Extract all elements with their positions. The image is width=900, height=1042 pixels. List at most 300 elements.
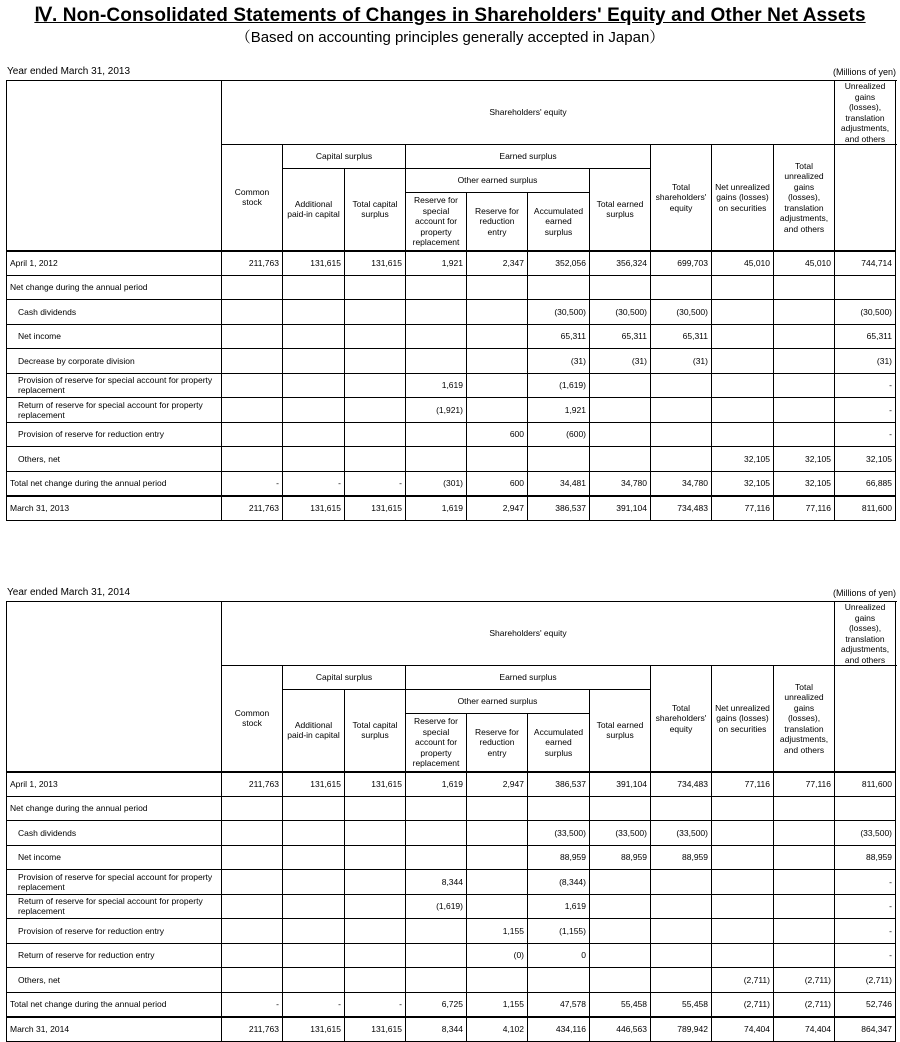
table-cell — [406, 275, 467, 300]
table-cell: (1,619) — [528, 373, 590, 398]
row-label: March 31, 2014 — [7, 1017, 222, 1042]
table-cell — [712, 870, 774, 895]
table-cell: 2,947 — [467, 496, 528, 521]
table-cell: 1,921 — [528, 398, 590, 423]
table-row — [7, 300, 896, 325]
table-cell — [590, 398, 651, 423]
table-cell — [283, 943, 345, 968]
table-cell — [835, 796, 896, 821]
table-row — [7, 919, 896, 944]
table-cell — [774, 373, 835, 398]
unrealized-header: Unrealized gains (losses), translation adjustments, and others — [835, 81, 896, 145]
table-row — [7, 398, 896, 423]
table-cell: 52,746 — [835, 992, 896, 1017]
table-row — [7, 796, 896, 821]
row-label-header — [7, 81, 222, 251]
shareholders-equity-header: Shareholders' equity — [222, 81, 835, 145]
period-label: Year ended March 31, 2014 — [7, 587, 131, 598]
period-label: Year ended March 31, 2013 — [7, 66, 131, 77]
table-cell — [283, 845, 345, 870]
table-cell: (33,500) — [528, 821, 590, 846]
table-cell — [590, 447, 651, 472]
table-cell — [651, 894, 712, 919]
table-row — [7, 373, 896, 398]
capital-surplus-header: Capital surplus — [283, 666, 406, 690]
table-cell: 32,105 — [774, 471, 835, 496]
page-subtitle: （Based on accounting principles generally accepted in Japan） — [235, 29, 665, 46]
accumulated-earned-header: Accumulated earned surplus — [528, 193, 590, 251]
table-row — [7, 422, 896, 447]
table-cell: 74,404 — [774, 1017, 835, 1042]
table-cell — [774, 349, 835, 374]
table-cell — [467, 968, 528, 993]
table-cell: 1,619 — [528, 894, 590, 919]
table-cell — [712, 919, 774, 944]
table-cell: - — [835, 894, 896, 919]
table-cell: 131,615 — [345, 251, 406, 276]
table-cell — [712, 324, 774, 349]
row-label: Provision of reserve for special account for property replacement — [7, 373, 222, 398]
row-label: April 1, 2013 — [7, 772, 222, 797]
table-cell — [774, 870, 835, 895]
table-cell: (0) — [467, 943, 528, 968]
table-cell: 32,105 — [712, 471, 774, 496]
reserve-reduction-header: Reserve for reduction entry — [467, 193, 528, 251]
capital-surplus-header: Capital surplus — [283, 145, 406, 169]
table-cell — [406, 968, 467, 993]
table-cell — [651, 373, 712, 398]
net-unrealized-header: Net unrealized gains (losses) on securities — [712, 145, 774, 251]
table-cell — [590, 275, 651, 300]
table-row — [7, 471, 896, 496]
table-cell — [283, 275, 345, 300]
table-cell — [345, 943, 406, 968]
table-cell: (2,711) — [835, 968, 896, 993]
earned-surplus-header: Earned surplus — [406, 145, 651, 169]
table-cell: 1,921 — [406, 251, 467, 276]
table-cell: 65,311 — [590, 324, 651, 349]
table-cell — [528, 796, 590, 821]
table-cell — [712, 821, 774, 846]
table-cell — [651, 919, 712, 944]
table-cell: 131,615 — [345, 496, 406, 521]
table-cell: 699,703 — [651, 251, 712, 276]
table-cell: 77,116 — [712, 772, 774, 797]
table-cell: 131,615 — [283, 1017, 345, 1042]
table-cell — [345, 447, 406, 472]
table-cell: - — [222, 471, 283, 496]
table-cell: 1,619 — [406, 373, 467, 398]
reserve-property-header: Reserve for special account for property replacement — [406, 193, 467, 251]
common-stock-header: Common stock — [222, 145, 283, 251]
table-cell — [774, 821, 835, 846]
table-cell: 789,942 — [651, 1017, 712, 1042]
table-cell — [774, 275, 835, 300]
table-cell — [345, 894, 406, 919]
table-cell — [406, 324, 467, 349]
total-capital-surplus-header: Total capital surplus — [345, 169, 406, 251]
table-cell: 47,578 — [528, 992, 590, 1017]
page-title: Ⅳ. Non-Consolidated Statements of Changes in Shareholders' Equity and Other Net Assets — [34, 5, 866, 26]
table-cell: 77,116 — [774, 496, 835, 521]
table-cell: - — [345, 471, 406, 496]
table-row — [7, 894, 896, 919]
table-row — [7, 821, 896, 846]
table-cell: 34,780 — [590, 471, 651, 496]
table-cell: 1,155 — [467, 992, 528, 1017]
table-cell — [467, 894, 528, 919]
table-cell — [467, 821, 528, 846]
table-cell — [283, 447, 345, 472]
table-cell — [345, 845, 406, 870]
table-cell: 446,563 — [590, 1017, 651, 1042]
table-cell: 88,959 — [528, 845, 590, 870]
row-label: Net income — [7, 845, 222, 870]
table-cell: 8,344 — [406, 870, 467, 895]
table-cell: - — [835, 943, 896, 968]
table-cell: 34,780 — [651, 471, 712, 496]
table-cell — [283, 919, 345, 944]
table-cell — [651, 968, 712, 993]
table-cell — [283, 300, 345, 325]
table-cell: 391,104 — [590, 496, 651, 521]
table-cell — [467, 796, 528, 821]
table-cell — [467, 373, 528, 398]
unit-label: (Millions of yen) — [832, 67, 896, 77]
table-cell — [406, 919, 467, 944]
table-cell — [651, 943, 712, 968]
table-cell: (30,500) — [651, 300, 712, 325]
table-cell: 356,324 — [590, 251, 651, 276]
table-cell — [283, 821, 345, 846]
table-cell — [406, 943, 467, 968]
table-cell — [774, 943, 835, 968]
row-label: Return of reserve for special account for property replacement — [7, 398, 222, 423]
table-cell — [345, 870, 406, 895]
table-cell — [283, 422, 345, 447]
table-cell: 600 — [467, 422, 528, 447]
table-cell — [467, 870, 528, 895]
row-label: Net change during the annual period — [7, 275, 222, 300]
total-capital-surplus-header: Total capital surplus — [345, 690, 406, 772]
table-cell: 74,404 — [712, 1017, 774, 1042]
table-cell: 88,959 — [651, 845, 712, 870]
table-cell: 211,763 — [222, 772, 283, 797]
row-label: Others, net — [7, 968, 222, 993]
table-cell — [712, 422, 774, 447]
table-cell — [222, 968, 283, 993]
table-cell — [651, 796, 712, 821]
table-cell — [406, 821, 467, 846]
total-earned-surplus-header: Total earned surplus — [590, 169, 651, 251]
table-cell — [651, 447, 712, 472]
table-cell: 88,959 — [835, 845, 896, 870]
table-cell: 34,481 — [528, 471, 590, 496]
table-cell — [406, 349, 467, 374]
row-label: Total net change during the annual period — [7, 471, 222, 496]
table-cell: 66,885 — [835, 471, 896, 496]
table-cell: (31) — [590, 349, 651, 374]
table-cell — [406, 422, 467, 447]
table-cell — [222, 943, 283, 968]
table-row — [7, 447, 896, 472]
table-cell: 434,116 — [528, 1017, 590, 1042]
table-row — [7, 275, 896, 300]
table-row — [7, 870, 896, 895]
table-cell — [222, 300, 283, 325]
table-cell — [774, 845, 835, 870]
table-cell: 65,311 — [528, 324, 590, 349]
other-earned-surplus-header: Other earned surplus — [406, 690, 590, 714]
table-cell: 864,347 — [835, 1017, 896, 1042]
table-cell — [590, 919, 651, 944]
additional-paid-in-header: Additional paid-in capital — [283, 690, 345, 772]
row-label: April 1, 2012 — [7, 251, 222, 276]
table-cell: 6,725 — [406, 992, 467, 1017]
table-cell: 32,105 — [774, 447, 835, 472]
table-row — [7, 968, 896, 993]
table-cell — [283, 968, 345, 993]
table-cell: 77,116 — [712, 496, 774, 521]
table-cell: 1,155 — [467, 919, 528, 944]
table-cell: - — [835, 870, 896, 895]
table-cell: 352,056 — [528, 251, 590, 276]
row-label: Provision of reserve for special account for property replacement — [7, 870, 222, 895]
table-cell — [283, 324, 345, 349]
table-cell: 88,959 — [590, 845, 651, 870]
table-cell — [467, 324, 528, 349]
table-cell: (31) — [528, 349, 590, 374]
table-cell: (600) — [528, 422, 590, 447]
table-cell — [590, 943, 651, 968]
accumulated-earned-header: Accumulated earned surplus — [528, 714, 590, 772]
table-cell: (30,500) — [835, 300, 896, 325]
table-cell: 386,537 — [528, 496, 590, 521]
table-row — [7, 845, 896, 870]
table-cell — [406, 845, 467, 870]
table-cell: 65,311 — [835, 324, 896, 349]
table-cell — [712, 349, 774, 374]
table-cell — [222, 845, 283, 870]
table-cell — [774, 919, 835, 944]
table-cell — [406, 796, 467, 821]
table-cell — [283, 870, 345, 895]
table-cell — [774, 300, 835, 325]
table-cell: (8,344) — [528, 870, 590, 895]
unrealized-header: Unrealized gains (losses), translation adjustments, and others — [835, 602, 896, 666]
table-cell — [835, 275, 896, 300]
row-label: Cash dividends — [7, 300, 222, 325]
table-cell: 8,344 — [406, 1017, 467, 1042]
table-cell — [283, 894, 345, 919]
common-stock-header: Common stock — [222, 666, 283, 772]
table-row — [7, 251, 896, 276]
table-cell: 131,615 — [345, 1017, 406, 1042]
row-label: Decrease by corporate division — [7, 349, 222, 374]
table-cell — [590, 968, 651, 993]
table-cell — [712, 796, 774, 821]
table-cell — [528, 275, 590, 300]
table-cell: 131,615 — [283, 251, 345, 276]
table-cell — [528, 968, 590, 993]
table-cell: 734,483 — [651, 772, 712, 797]
table-cell: 744,714 — [835, 251, 896, 276]
table-cell: 211,763 — [222, 251, 283, 276]
table-cell — [283, 796, 345, 821]
table-cell: (30,500) — [528, 300, 590, 325]
table-cell: (31) — [835, 349, 896, 374]
table-cell — [283, 398, 345, 423]
table-cell: 211,763 — [222, 1017, 283, 1042]
table-cell — [345, 324, 406, 349]
table-cell — [222, 447, 283, 472]
table-cell — [345, 422, 406, 447]
table-cell — [590, 796, 651, 821]
table-cell — [712, 845, 774, 870]
table-cell: 1,619 — [406, 772, 467, 797]
table-cell: - — [222, 992, 283, 1017]
table-cell: - — [283, 992, 345, 1017]
table-cell: 734,483 — [651, 496, 712, 521]
table-cell: - — [835, 919, 896, 944]
table-cell: (1,921) — [406, 398, 467, 423]
row-label-header — [7, 602, 222, 772]
total-earned-surplus-header: Total earned surplus — [590, 690, 651, 772]
table-cell — [712, 300, 774, 325]
table-cell — [345, 968, 406, 993]
table-cell — [774, 796, 835, 821]
table-cell — [712, 275, 774, 300]
table-cell — [590, 422, 651, 447]
table-cell: (2,711) — [774, 968, 835, 993]
table-cell — [345, 373, 406, 398]
table-cell: 32,105 — [712, 447, 774, 472]
table-cell — [774, 422, 835, 447]
table-cell: 131,615 — [283, 772, 345, 797]
table-cell: 55,458 — [651, 992, 712, 1017]
table-cell — [222, 796, 283, 821]
table-cell — [345, 349, 406, 374]
table-cell: 45,010 — [712, 251, 774, 276]
table-body — [7, 251, 896, 521]
total-unrealized-header: Total unrealized gains (losses), translation adjustments, and others — [774, 145, 835, 251]
table-cell: 811,600 — [835, 496, 896, 521]
table-cell — [651, 422, 712, 447]
table-cell: 2,347 — [467, 251, 528, 276]
table-cell — [406, 300, 467, 325]
table-cell — [222, 275, 283, 300]
table-cell: 386,537 — [528, 772, 590, 797]
table-cell — [774, 324, 835, 349]
table-cell: (31) — [651, 349, 712, 374]
table-cell — [590, 870, 651, 895]
table-cell — [467, 447, 528, 472]
table-cell: 131,615 — [345, 772, 406, 797]
table-cell — [345, 796, 406, 821]
table-cell: (301) — [406, 471, 467, 496]
row-label: Net change during the annual period — [7, 796, 222, 821]
table-cell — [712, 943, 774, 968]
table-cell — [712, 894, 774, 919]
row-label: March 31, 2013 — [7, 496, 222, 521]
shareholders-equity-header: Shareholders' equity — [222, 602, 835, 666]
table-cell — [283, 349, 345, 374]
table-cell — [222, 398, 283, 423]
total-unrealized-header: Total unrealized gains (losses), translation adjustments, and others — [774, 666, 835, 772]
table-cell: - — [835, 398, 896, 423]
table-cell: - — [835, 422, 896, 447]
row-label: Others, net — [7, 447, 222, 472]
table-row — [7, 1017, 896, 1042]
table-cell: 4,102 — [467, 1017, 528, 1042]
earned-surplus-header: Earned surplus — [406, 666, 651, 690]
table-cell — [467, 300, 528, 325]
equity-table-2014 — [6, 601, 896, 1042]
table-cell — [651, 398, 712, 423]
row-label: Provision of reserve for reduction entry — [7, 422, 222, 447]
table-cell: 55,458 — [590, 992, 651, 1017]
table-cell — [222, 919, 283, 944]
table-row — [7, 496, 896, 521]
table-cell — [528, 447, 590, 472]
table-cell: 2,947 — [467, 772, 528, 797]
total-shareholders-equity-header: Total shareholders' equity — [651, 666, 712, 772]
table-cell — [774, 894, 835, 919]
table-cell — [467, 845, 528, 870]
table-cell — [345, 275, 406, 300]
table-cell: 65,311 — [651, 324, 712, 349]
table-cell — [712, 373, 774, 398]
table-cell — [222, 894, 283, 919]
row-label: Cash dividends — [7, 821, 222, 846]
table-cell — [222, 870, 283, 895]
table-cell — [345, 821, 406, 846]
table-row — [7, 772, 896, 797]
table-cell — [345, 919, 406, 944]
table-cell: (2,711) — [712, 992, 774, 1017]
reserve-property-header: Reserve for special account for property replacement — [406, 714, 467, 772]
table-cell — [345, 398, 406, 423]
table-row — [7, 992, 896, 1017]
table-cell — [406, 447, 467, 472]
row-label: Return of reserve for reduction entry — [7, 943, 222, 968]
table-cell — [590, 894, 651, 919]
table-cell: 211,763 — [222, 496, 283, 521]
table-cell: 45,010 — [774, 251, 835, 276]
table-cell: (33,500) — [835, 821, 896, 846]
table-cell: (2,711) — [774, 992, 835, 1017]
table-cell — [651, 870, 712, 895]
table-cell — [283, 373, 345, 398]
table-cell: (33,500) — [590, 821, 651, 846]
table-row — [7, 349, 896, 374]
net-unrealized-header: Net unrealized gains (losses) on securities — [712, 666, 774, 772]
table-cell — [222, 349, 283, 374]
reserve-reduction-header: Reserve for reduction entry — [467, 714, 528, 772]
total-shareholders-equity-header: Total shareholders' equity — [651, 145, 712, 251]
row-label: Total net change during the annual period — [7, 992, 222, 1017]
equity-table-2013 — [6, 80, 896, 521]
table-cell — [222, 373, 283, 398]
table-cell — [222, 821, 283, 846]
table-cell: (2,711) — [712, 968, 774, 993]
table-cell: - — [835, 373, 896, 398]
table-cell: - — [345, 992, 406, 1017]
table-row — [7, 324, 896, 349]
other-earned-surplus-header: Other earned surplus — [406, 169, 590, 193]
additional-paid-in-header: Additional paid-in capital — [283, 169, 345, 251]
row-label: Return of reserve for special account for property replacement — [7, 894, 222, 919]
